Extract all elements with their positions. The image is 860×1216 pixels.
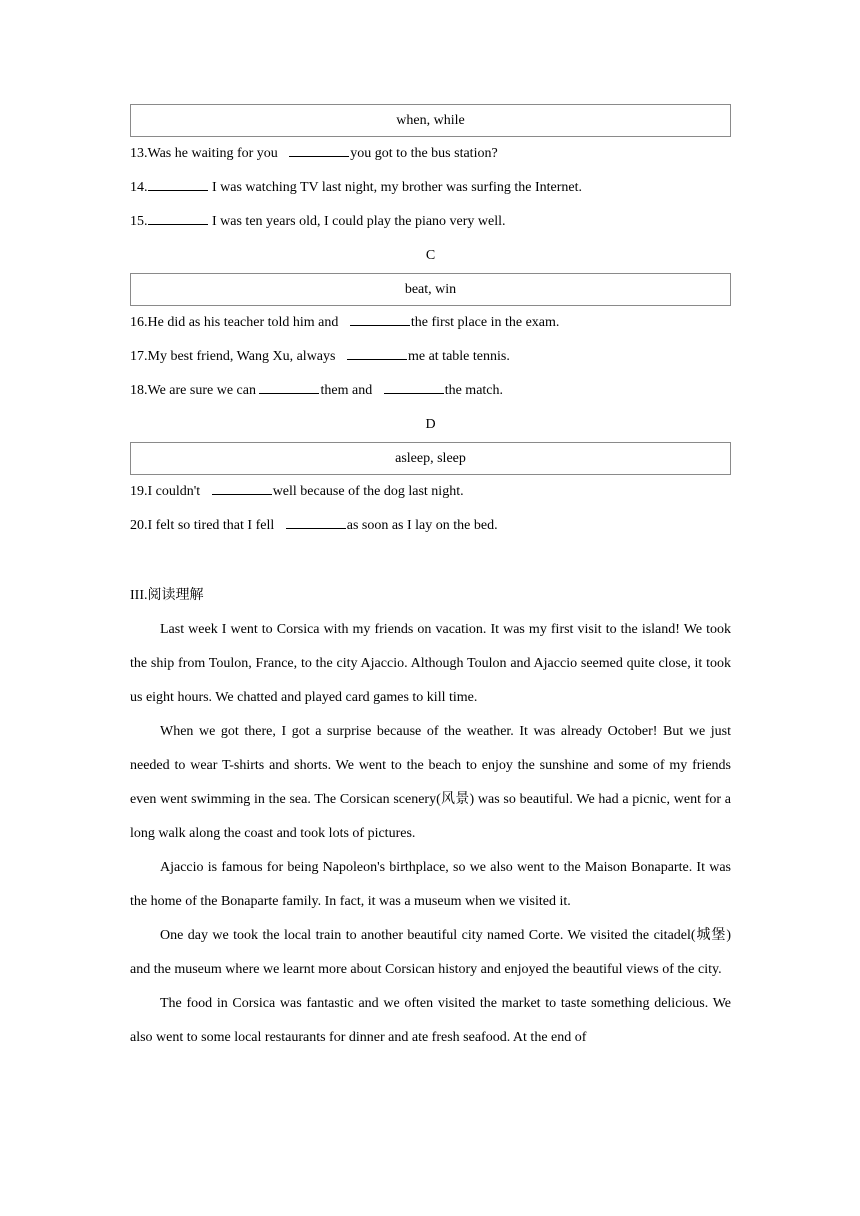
reading-paragraph: One day we took the local train to another beautiful city named Corte. We visited the citadel(城堡) and the museum where we learnt more about Corsican history and enjoyed the beautiful views of the city. (130, 928, 731, 977)
question-19 (130, 475, 731, 509)
answer-blank[interactable] (286, 514, 346, 529)
question-18 (130, 374, 731, 408)
question-17 (130, 340, 731, 374)
question-16-prefix: 16.He did as his teacher told him and (130, 315, 342, 330)
answer-blank[interactable] (384, 379, 444, 394)
answer-blank[interactable] (259, 379, 319, 394)
reading-paragraph: The food in Corsica was fantastic and we often visited the market to taste something delicious. We also went to some local restaurants for dinner and ate fresh seafood. At the end of (130, 996, 731, 1045)
question-15 (130, 205, 731, 239)
question-19-prefix: 19.I couldn't (130, 484, 204, 499)
question-19-suffix: well because of the dog last night. (272, 484, 464, 499)
section-letter-c: C (425, 248, 436, 263)
answer-blank[interactable] (148, 210, 208, 225)
word-box-d (130, 442, 731, 475)
reading-paragraph: When we got there, I got a surprise because of the weather. It was already October! But we just needed to wear T-shirts and shorts. We went to the beach to enjoy the sunshine and some of my friends even went swimming in the sea. The Corsican scenery(风景) was so beautiful. We had a picnic, went for a long walk along the coast and took lots of pictures. (130, 724, 731, 841)
question-14-suffix: I was watching TV last night, my brother was surfing the Internet. (208, 180, 583, 195)
worksheet-page (130, 104, 731, 1055)
answer-blank[interactable] (212, 480, 272, 495)
question-14-prefix: 14. (130, 180, 148, 195)
question-20-prefix: 20.I felt so tired that I fell (130, 518, 278, 533)
question-20-suffix: as soon as I lay on the bed. (346, 518, 498, 533)
question-17-prefix: 17.My best friend, Wang Xu, always (130, 349, 339, 364)
word-box-c (130, 273, 731, 306)
answer-blank[interactable] (289, 142, 349, 157)
question-17-suffix: me at table tennis. (407, 349, 510, 364)
answer-blank[interactable] (350, 311, 410, 326)
question-14 (130, 171, 731, 205)
word-box-d-text: asleep, sleep (395, 450, 466, 466)
question-13-prefix: 13.Was he waiting for you (130, 146, 282, 161)
question-20 (130, 509, 731, 543)
reading-paragraph: Last week I went to Corsica with my friends on vacation. It was my first visit to the island! We took the ship from Toulon, France, to the city Ajaccio. Although Toulon and Ajaccio seemed quite close, it took us eight hours. We chatted and played card games to kill time. (130, 622, 731, 705)
answer-blank[interactable] (347, 345, 407, 360)
word-box-b (130, 104, 731, 137)
reading-section-title: III.阅读理解 (130, 588, 204, 603)
question-18-suffix: the match. (444, 383, 504, 398)
word-box-c-text: beat, win (404, 281, 457, 297)
question-18-prefix: 18.We are sure we can (130, 383, 260, 398)
question-18-middle: them and (320, 383, 376, 398)
answer-blank[interactable] (148, 176, 208, 191)
question-15-suffix: I was ten years old, I could play the piano very well. (208, 214, 506, 229)
reading-paragraph: Ajaccio is famous for being Napoleon's birthplace, so we also went to the Maison Bonaparte. It was the home of the Bonaparte family. In fact, it was a museum when we visited it. (130, 860, 731, 909)
question-15-prefix: 15. (130, 214, 148, 229)
question-13 (130, 137, 731, 171)
question-13-suffix: you got to the bus station? (350, 146, 498, 161)
word-box-b-text: when, while (396, 112, 465, 128)
question-16-suffix: the first place in the exam. (410, 315, 560, 330)
question-16 (130, 306, 731, 340)
section-letter-d: D (425, 417, 436, 432)
